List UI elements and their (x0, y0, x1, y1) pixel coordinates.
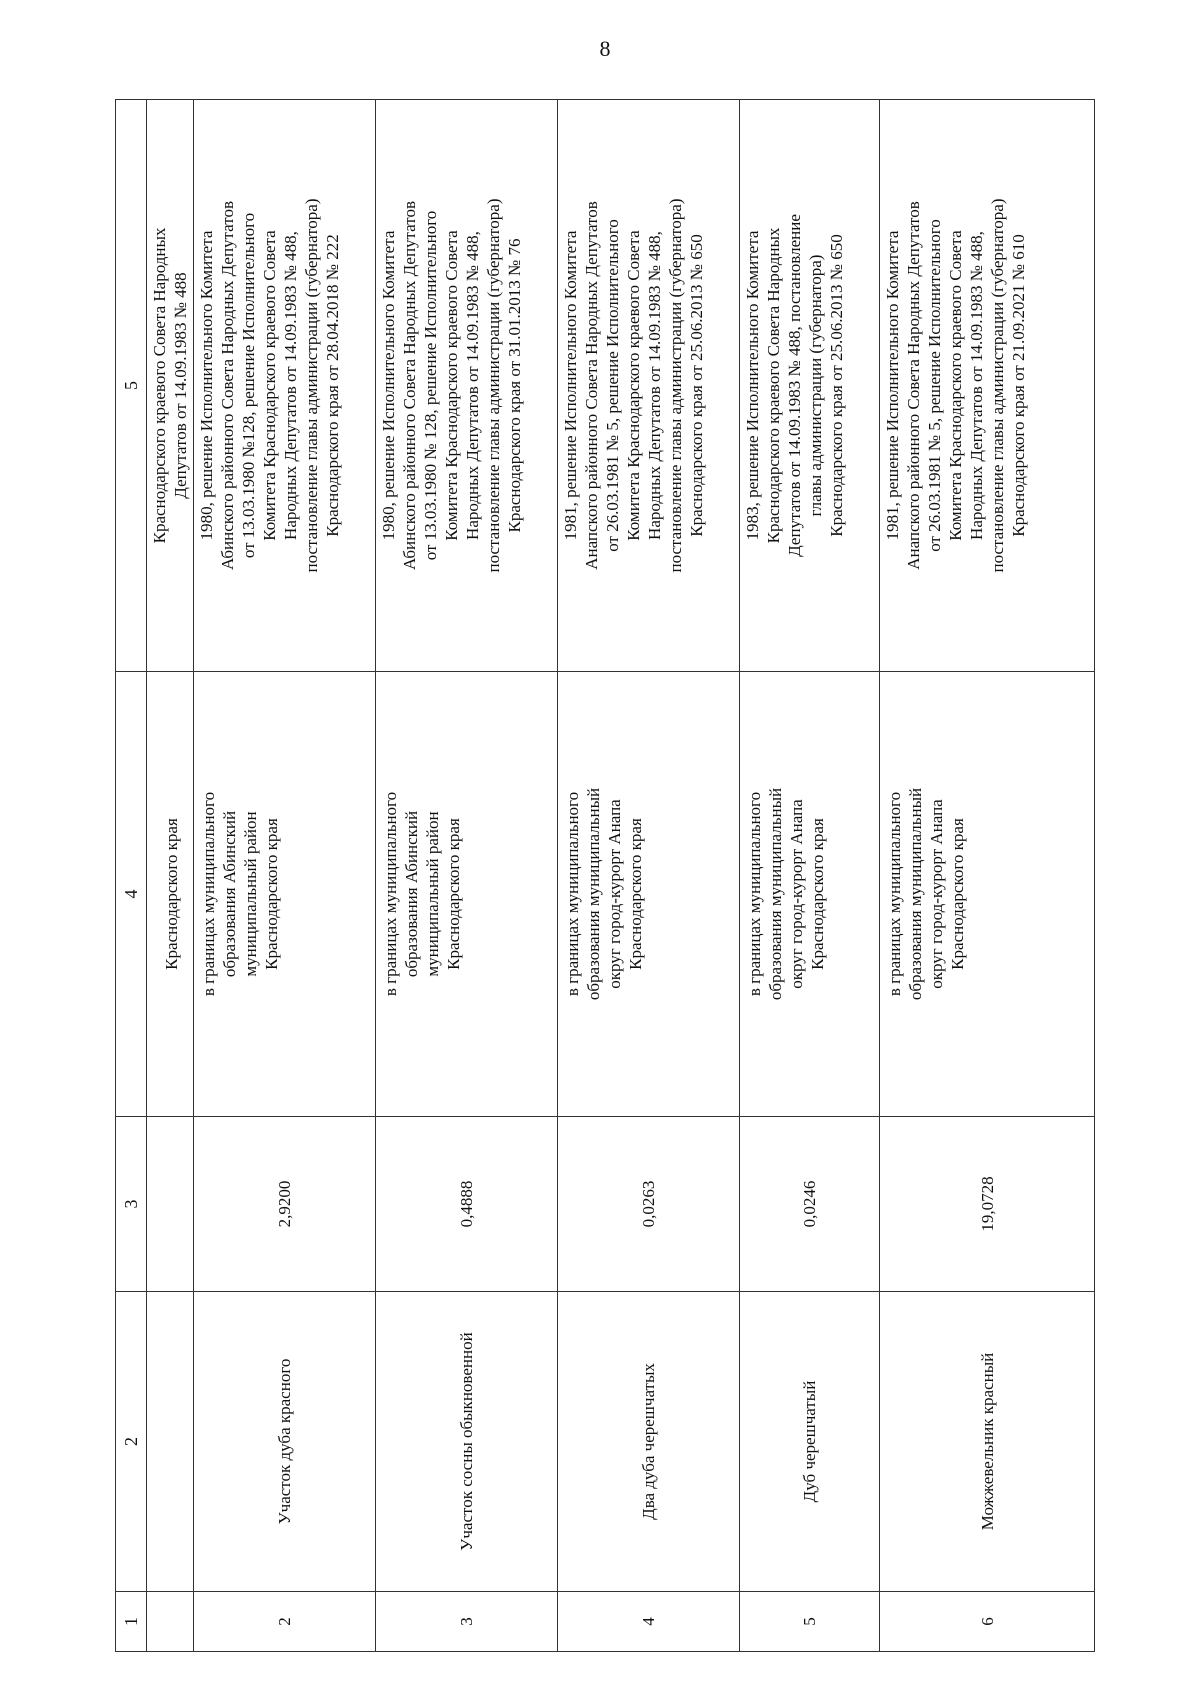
object-area: 0,0263 (558, 1117, 740, 1292)
row-number: 5 (740, 1592, 880, 1652)
basis-line: Народных Депутатов от 14.09.1983 № 488, (463, 231, 482, 540)
continuation-row (147, 100, 194, 1652)
basis-line: от 26.03.1981 № 5, решение Исполнительного (603, 219, 622, 552)
basis-line: постановление главы администрации (губернатора) (302, 198, 321, 573)
basis-cell (558, 100, 740, 672)
location-cell (558, 672, 740, 1117)
basis-line: Комитета Краснодарского краевого Совета (442, 230, 461, 541)
table-cell (147, 1592, 194, 1652)
location-line: образования муниципальный (584, 787, 603, 1001)
location-line: в границах муниципального (199, 791, 218, 997)
basis-cell (376, 100, 558, 672)
header-cell: 5 (116, 100, 147, 672)
object-area: 0,4888 (376, 1117, 558, 1292)
basis-line: постановление главы администрации (губернатора) (666, 198, 685, 573)
basis-line: Народных Депутатов от 14.09.1983 № 488, (645, 231, 664, 540)
basis-line: Депутатов от 14.09.1983 № 488 (171, 272, 190, 499)
row-number: 2 (194, 1592, 376, 1652)
basis-line: Комитета Краснодарского краевого Совета (624, 230, 643, 541)
location-cell: Краснодарского края (147, 672, 194, 1117)
header-cell: 4 (116, 672, 147, 1117)
basis-line: 1980, решение Исполнительного Комитета (197, 230, 216, 541)
location-line: образования Абинский (220, 810, 239, 978)
location-line: Краснодарского края (808, 818, 827, 970)
location-line: образования муниципальный (906, 787, 925, 1001)
basis-line: Краснодарского краевого Совета Народных (150, 227, 169, 544)
page-number: 8 (599, 36, 611, 61)
basis-line: Депутатов от 14.09.1983 № 488, постановление (785, 214, 804, 557)
protected-objects-table (115, 99, 1095, 1652)
table-cell (147, 1117, 194, 1292)
basis-line: 1981, решение Исполнительного Комитета (883, 230, 902, 541)
table-row (376, 100, 558, 1652)
basis-line: Комитета Краснодарского краевого Совета (260, 230, 279, 541)
basis-line: 1981, решение Исполнительного Комитета (561, 230, 580, 541)
table-row (194, 100, 376, 1652)
basis-cell (194, 100, 376, 672)
location-line: Краснодарского края (262, 818, 281, 970)
location-line: Краснодарского края (444, 818, 463, 970)
table-row (558, 100, 740, 1652)
header-cell: 1 (116, 1592, 147, 1652)
location-line: округ город-курорт Анапа (605, 799, 624, 989)
location-line: муниципальный район (423, 811, 442, 977)
basis-line: Абинского районного Совета Народных Депутатов (400, 200, 419, 571)
object-name: Два дуба черешчатых (558, 1292, 740, 1592)
basis-line: Краснодарского края от 28.04.2018 № 222 (323, 234, 342, 537)
basis-line: Краснодарского краевого Совета Народных (764, 227, 783, 544)
object-area: 19,0728 (880, 1117, 1095, 1292)
table-cell (147, 1292, 194, 1592)
basis-cell (740, 100, 880, 672)
basis-line: Краснодарского края от 25.06.2013 № 650 (687, 234, 706, 537)
basis-line: Анапского районного Совета Народных Депутатов (582, 201, 601, 570)
object-name: Участок дуба красного (194, 1292, 376, 1592)
location-line: образования Абинский (402, 810, 421, 978)
location-cell (880, 672, 1095, 1117)
location-cell (194, 672, 376, 1117)
basis-line: 1983, решение Исполнительного Комитета (743, 230, 762, 541)
basis-line: Краснодарского края от 25.06.2013 № 650 (827, 234, 846, 537)
basis-line: Народных Депутатов от 14.09.1983 № 488, (967, 231, 986, 540)
basis-line: Краснодарского края от 21.09.2021 № 610 (1009, 234, 1028, 537)
header-row (116, 100, 147, 1652)
row-number: 6 (880, 1592, 1095, 1652)
row-number: 3 (376, 1592, 558, 1652)
basis-line: Абинского районного Совета Народных Депутатов (218, 200, 237, 571)
object-name: Дуб черешчатый (740, 1292, 880, 1592)
rotated-table-container (115, 100, 1095, 1652)
location-line: округ город-курорт Анапа (927, 799, 946, 989)
location-cell (376, 672, 558, 1117)
location-line: в границах муниципального (381, 791, 400, 997)
basis-cell (880, 100, 1095, 672)
basis-line: постановление главы администрации (губернатора) (484, 198, 503, 573)
basis-line: от 13.03.1980 №128, решение Исполнительного (239, 212, 258, 559)
basis-line: Народных Депутатов от 14.09.1983 № 488, (281, 231, 300, 540)
row-number: 4 (558, 1592, 740, 1652)
basis-cell (147, 100, 194, 672)
basis-line: 1980, решение Исполнительного Комитета (379, 230, 398, 541)
table-row (740, 100, 880, 1652)
table-row (880, 100, 1095, 1652)
header-cell: 2 (116, 1292, 147, 1592)
location-line: Краснодарского края (948, 818, 967, 970)
location-line: в границах муниципального (563, 791, 582, 997)
basis-line: от 13.03.1980 № 128, решение Исполнительного (421, 210, 440, 561)
location-line: образования муниципальный (766, 787, 785, 1001)
object-name: Можжевельник красный (880, 1292, 1095, 1592)
basis-line: Комитета Краснодарского краевого Совета (946, 230, 965, 541)
location-line: в границах муниципального (885, 791, 904, 997)
basis-line: Краснодарского края от 31.01.2013 № 76 (505, 238, 524, 533)
location-line: Краснодарского края (626, 818, 645, 970)
location-line: муниципальный район (241, 811, 260, 977)
object-area: 0,0246 (740, 1117, 880, 1292)
basis-line: постановление главы администрации (губернатора) (988, 198, 1007, 573)
basis-line: от 26.03.1981 № 5, решение Исполнительного (925, 219, 944, 552)
location-cell (740, 672, 880, 1117)
location-line: округ город-курорт Анапа (787, 799, 806, 989)
basis-line: Анапского районного Совета Народных Депутатов (904, 201, 923, 570)
object-area: 2,9200 (194, 1117, 376, 1292)
object-name: Участок сосны обыкновенной (376, 1292, 558, 1592)
location-line: в границах муниципального (745, 791, 764, 997)
header-cell: 3 (116, 1117, 147, 1292)
basis-line: главы администрации (губернатора) (806, 254, 825, 517)
